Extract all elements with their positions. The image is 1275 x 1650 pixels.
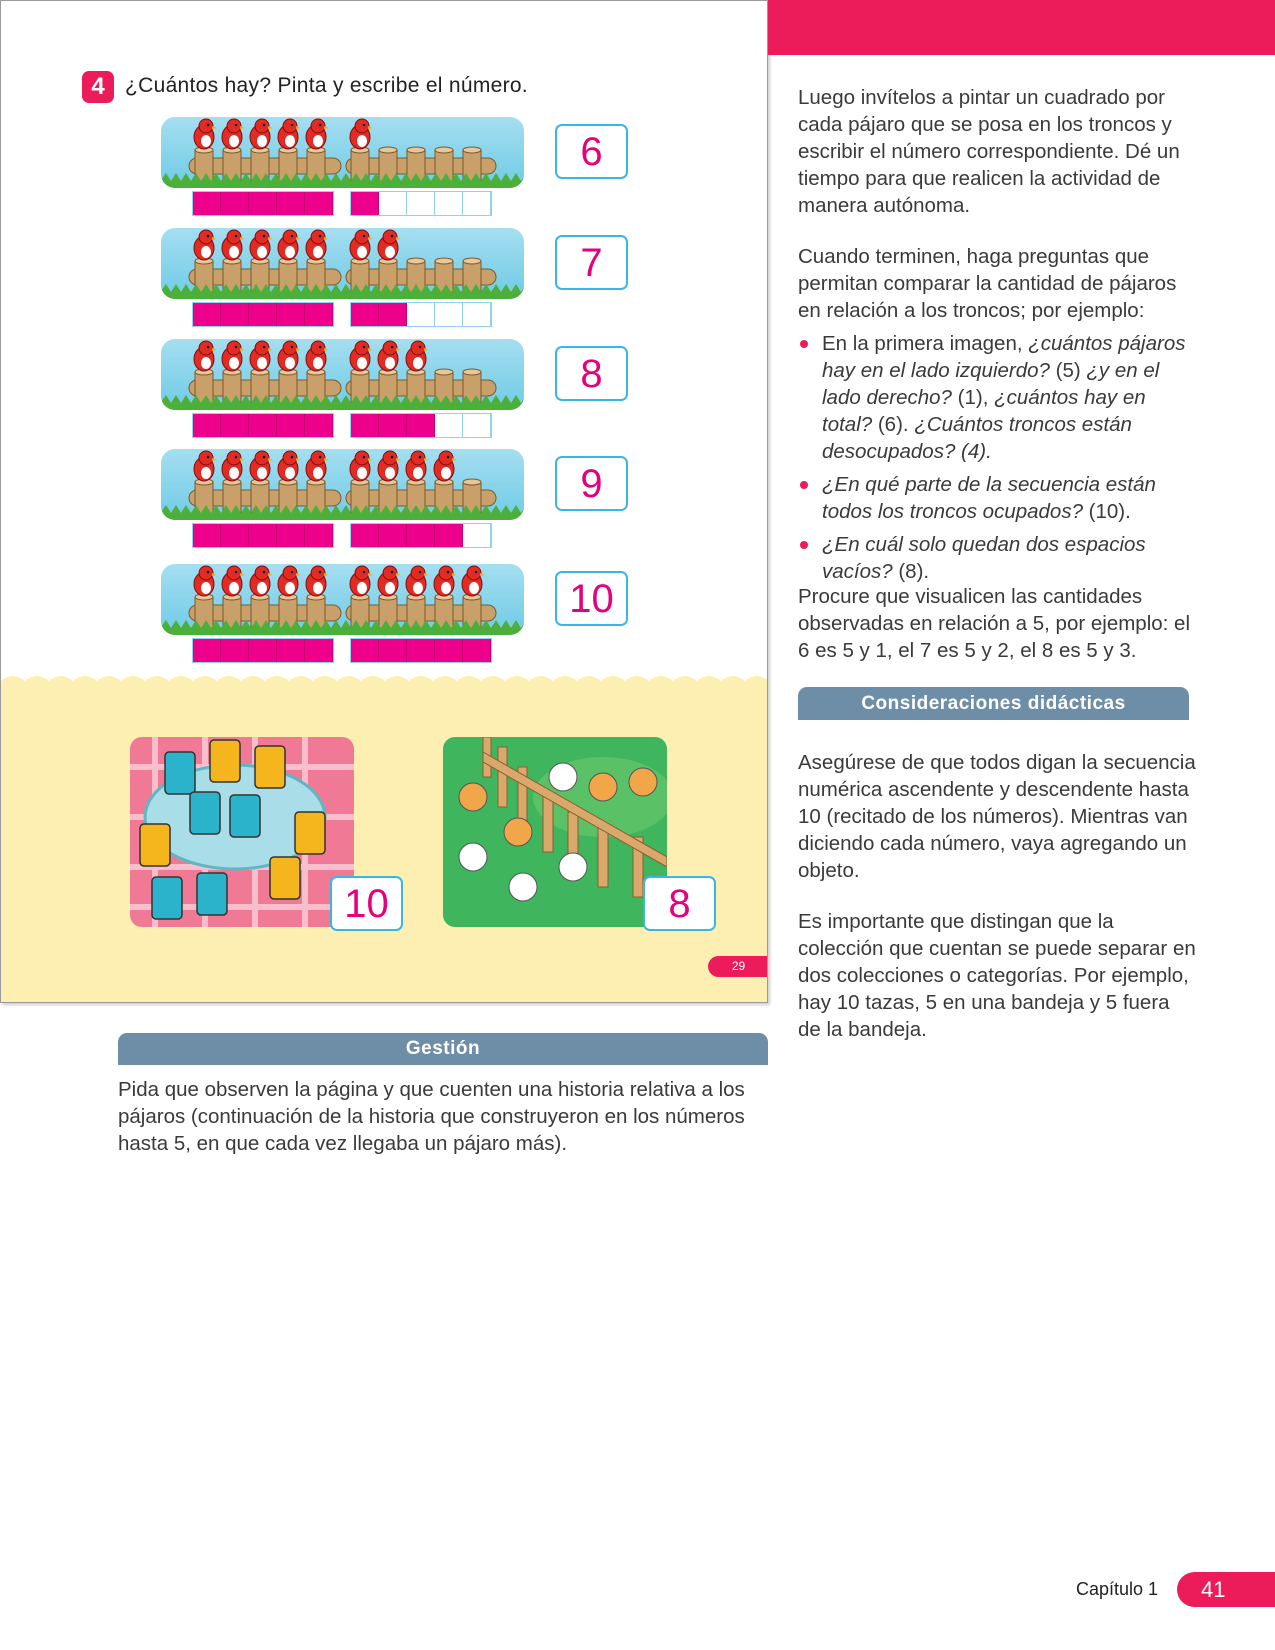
frame-cell[interactable] (221, 303, 249, 326)
bird-icon (250, 566, 273, 596)
bird-icon (222, 119, 245, 149)
bird-icon (278, 119, 301, 149)
bird-icon (250, 341, 273, 371)
bird-icon (222, 566, 245, 596)
frame-cell[interactable] (351, 303, 379, 326)
bird-icon (350, 119, 373, 149)
frame-cell[interactable] (463, 414, 491, 437)
bird-icon (278, 566, 301, 596)
frame-cell[interactable] (379, 414, 407, 437)
text: (6). (872, 413, 915, 436)
bullet-item (798, 531, 1198, 585)
frame-cell[interactable] (463, 524, 491, 547)
bird-icon (278, 341, 301, 371)
frame-cell[interactable] (249, 303, 277, 326)
bird-icon (250, 451, 273, 481)
frame-cell[interactable] (221, 524, 249, 547)
frame-cell[interactable] (305, 639, 333, 662)
bird-icon (278, 230, 301, 260)
bird-icon (406, 451, 429, 481)
bird-icon (250, 119, 273, 149)
bird-icon (406, 341, 429, 371)
frame-cell[interactable] (379, 303, 407, 326)
frame-cell[interactable] (407, 192, 435, 215)
paragraph-5: Es importante que distingan que la colección que cuentan se puede separar en dos colecciones o categorías. Por ejemplo, hay 10 tazas, 5 en una bandeja y 5 fuera de la bandeja. (798, 910, 1196, 1041)
cups-picture (130, 737, 354, 927)
birds-scene (161, 339, 524, 410)
student-page-number: 29 (708, 956, 768, 977)
ten-frame-bar (192, 191, 334, 216)
bird-icon (350, 230, 373, 260)
frame-cell[interactable] (463, 303, 491, 326)
cups-answer-box[interactable]: 10 (330, 876, 403, 931)
bird-icon (350, 451, 373, 481)
chapter-label: Capítulo 1 (1076, 1579, 1159, 1599)
ten-frame-bar (350, 191, 492, 216)
bird-icon (222, 451, 245, 481)
ten-frame-bar (350, 523, 492, 548)
question: ¿cuántos pájaros hay en el lado izquierdo? (822, 332, 1186, 382)
answer-box[interactable]: 6 (555, 124, 628, 179)
frame-cell[interactable] (379, 192, 407, 215)
frame-cell[interactable] (305, 414, 333, 437)
frame-cell[interactable] (463, 639, 491, 662)
answer-box[interactable]: 10 (555, 571, 628, 626)
frame-cell[interactable] (193, 192, 221, 215)
exercise-instruction: ¿Cuántos hay? Pinta y escribe el número. (125, 74, 529, 97)
bird-icon (306, 119, 329, 149)
question: ¿cuántos hay en total? (822, 386, 1146, 436)
question-list (798, 330, 1198, 591)
paragraph-1: Luego invítelos a pintar un cuadrado por cada pájaro que se posa en los troncos y escribir el número correspondiente. Dé un tiempo para que realicen la actividad de manera autónoma. (798, 86, 1180, 217)
bird-icon (378, 341, 401, 371)
bird-icon (194, 230, 217, 260)
bird-icon (378, 451, 401, 481)
text: (8). (892, 560, 930, 583)
page-number: 41 (1177, 1572, 1275, 1607)
ten-frame-bar (192, 413, 334, 438)
frame-cell[interactable] (435, 192, 463, 215)
bird-icon (350, 341, 373, 371)
bullet-item (798, 330, 1198, 465)
bird-icon (250, 230, 273, 260)
answer-box[interactable]: 7 (555, 235, 628, 290)
bird-icon (306, 341, 329, 371)
exercise-number-badge: 4 (82, 71, 114, 103)
paragraph-2: Cuando terminen, haga preguntas que permitan comparar la cantidad de pájaros en relación a los troncos; por ejemplo: (798, 245, 1177, 322)
frame-cell[interactable] (277, 639, 305, 662)
birds-scene (161, 117, 524, 188)
text: En la primera imagen, (822, 332, 1029, 355)
bird-icon (350, 566, 373, 596)
text: (1), (951, 386, 995, 409)
frame-cell[interactable] (305, 524, 333, 547)
frame-cell[interactable] (435, 414, 463, 437)
frame-cell[interactable] (305, 303, 333, 326)
frame-cell[interactable] (407, 414, 435, 437)
question: ¿y en el lado derecho? (822, 359, 1160, 409)
question: ¿En cuál solo quedan dos espacios vacíos? (822, 533, 1146, 583)
birds-scene (161, 449, 524, 520)
frame-cell[interactable] (351, 639, 379, 662)
text: (5) (1049, 359, 1087, 382)
frame-cell[interactable] (435, 303, 463, 326)
text: (10). (1082, 500, 1131, 523)
frame-cell[interactable] (221, 192, 249, 215)
frame-cell[interactable] (277, 303, 305, 326)
bird-icon (194, 119, 217, 149)
bird-icon (306, 451, 329, 481)
frame-cell[interactable] (249, 414, 277, 437)
frame-cell[interactable] (351, 414, 379, 437)
frame-cell[interactable] (407, 524, 435, 547)
student-page (0, 0, 768, 1003)
frame-cell[interactable] (379, 639, 407, 662)
ten-frame-bar (192, 523, 334, 548)
bird-icon (378, 566, 401, 596)
frame-cell[interactable] (305, 192, 333, 215)
birds-scene (161, 564, 524, 635)
bird-icon (462, 566, 485, 596)
ten-frame-bar (350, 413, 492, 438)
top-accent-bar (768, 0, 1275, 55)
rabbits-picture (443, 737, 667, 927)
bird-icon (378, 230, 401, 260)
frame-cell[interactable] (193, 303, 221, 326)
question: ¿En qué parte de la secuencia están todos los troncos ocupados? (822, 473, 1156, 523)
frame-cell[interactable] (351, 524, 379, 547)
bird-icon (194, 566, 217, 596)
bird-icon (194, 451, 217, 481)
ten-frame-bar (350, 302, 492, 327)
rabbits-answer-box[interactable]: 8 (643, 876, 716, 931)
frame-cell[interactable] (351, 192, 379, 215)
frame-cell[interactable] (277, 192, 305, 215)
bird-icon (306, 566, 329, 596)
ten-frame-bar (192, 638, 334, 663)
frame-cell[interactable] (249, 192, 277, 215)
gestion-header: Gestión (118, 1033, 768, 1065)
bullet-item (798, 471, 1198, 525)
bird-icon (434, 451, 457, 481)
frame-cell[interactable] (249, 524, 277, 547)
paragraph-3: Procure que visualicen las cantidades observadas en relación a 5, por ejemplo: el 6 es 5 y 1, el 7 es 5 y 2, el 8 es 5 y 3. (798, 585, 1191, 662)
frame-cell[interactable] (435, 524, 463, 547)
frame-cell[interactable] (193, 524, 221, 547)
frame-cell[interactable] (463, 192, 491, 215)
frame-cell[interactable] (407, 639, 435, 662)
bird-icon (306, 230, 329, 260)
wavy-edge (1, 669, 768, 689)
paragraph-4: Asegúrese de que todos digan la secuencia numérica ascendente y descendente hasta 10 (recitado de los números). Mientras van diciendo cada número, vaya agregando un objeto. (798, 751, 1196, 882)
bird-icon (222, 230, 245, 260)
frame-cell[interactable] (407, 303, 435, 326)
consideraciones-header: Consideraciones didácticas (798, 687, 1189, 720)
bird-icon (406, 566, 429, 596)
answer-box[interactable]: 8 (555, 346, 628, 401)
birds-scene (161, 228, 524, 299)
question: ¿Cuántos troncos están desocupados? (4). (822, 413, 1132, 463)
gestion-text: Pida que observen la página y que cuenten una historia relativa a los pájaros (continuación de la historia que construyeron en los números hasta 5, en que cada vez llegaba un pájaro más). (118, 1078, 745, 1155)
bird-icon (222, 341, 245, 371)
frame-cell[interactable] (193, 639, 221, 662)
frame-cell[interactable] (221, 639, 249, 662)
frame-cell[interactable] (277, 524, 305, 547)
ten-frame-bar (192, 302, 334, 327)
frame-cell[interactable] (379, 524, 407, 547)
frame-cell[interactable] (435, 639, 463, 662)
bird-icon (278, 451, 301, 481)
ten-frame-bar (350, 638, 492, 663)
frame-cell[interactable] (277, 414, 305, 437)
answer-box[interactable]: 9 (555, 456, 628, 511)
frame-cell[interactable] (249, 639, 277, 662)
frame-cell[interactable] (221, 414, 249, 437)
frame-cell[interactable] (193, 414, 221, 437)
bird-icon (194, 341, 217, 371)
bird-icon (434, 566, 457, 596)
